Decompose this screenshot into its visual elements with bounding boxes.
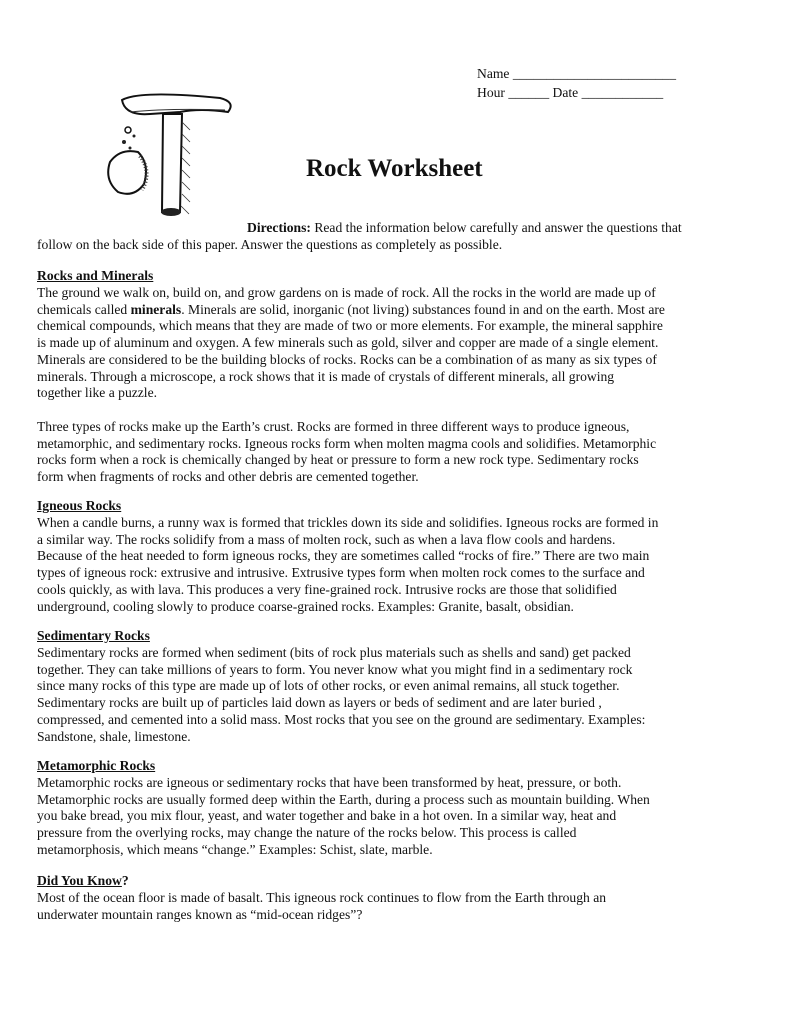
directions (37, 220, 682, 254)
text-line: pressure from the overlying rocks, may change the nature of the rocks below. This process is called (37, 825, 577, 840)
text-line: cools quickly, as with lava. This produces a very fine-grained rock. Intrusive rocks are those that solidified (37, 581, 617, 597)
section-igneous-rocks (37, 498, 658, 615)
text-line: metamorphic, and sedimentary rocks. Igneous rocks form when molten magma cools and solidifies. Metamorphic (37, 435, 657, 451)
text-line: minerals. Through a microscope, a rock shows that it is made of crystals of different minerals, all growing (37, 368, 615, 384)
directions-label: Directions: (247, 220, 311, 235)
section-did-you-know (37, 873, 606, 923)
section-heading: Igneous Rocks (37, 498, 122, 513)
bold-term: minerals (130, 301, 182, 317)
text-line: The ground we walk on, build on, and grow gardens on is made of rock. All the rocks in the world are made up of (37, 284, 656, 300)
text-line: rocks form when a rock is chemically changed by heat or pressure to form a new rock type. Sedimentary rocks (37, 452, 639, 468)
text-line: compressed, and cemented into a solid mass. Most rocks that you see on the ground are sedimentary. Examples: (37, 711, 646, 727)
name-field[interactable] (477, 64, 676, 83)
section-metamorphic-rocks (37, 758, 650, 859)
text-line: Because of the heat needed to form igneous rocks, they are sometimes called “rocks of fire.” There are two main (37, 548, 650, 564)
date-label: Date (552, 85, 579, 100)
text-line: is made up of aluminum and oxygen. A few minerals such as gold, silver and copper are made of a single element. (37, 335, 659, 350)
name-blank[interactable]: ________________________ (512, 66, 676, 81)
section-heading: Metamorphic Rocks (37, 758, 156, 773)
text-line: Metamorphic rocks are igneous or sedimentary rocks that have been transformed by heat, pressure, or both. (37, 774, 622, 790)
text-line: Most of the ocean floor is made of basalt. This igneous rock continues to flow from the Earth through an (37, 889, 607, 905)
hour-blank[interactable]: ______ (508, 85, 550, 100)
directions-text: Read the information below carefully and answer the questions that (310, 220, 682, 235)
section-heading: Did You Know (37, 873, 122, 888)
text-line: Metamorphic rocks are usually formed deep within the Earth, during a process such as mountain building. When (37, 791, 650, 807)
text-fragment: . Minerals are solid, inorganic (not living) substances found in and on the earth. Most are (181, 301, 665, 317)
section-heading: Sedimentary Rocks (37, 628, 150, 643)
text-line: underground, cooling slowly to produce coarse-grained rocks. Examples: Granite, basalt, obsidian. (37, 598, 574, 614)
section-rocks-and-minerals (37, 268, 665, 486)
text-line: Sandstone, shale, limestone. (37, 728, 191, 744)
text-line: Three types of rocks make up the Earth’s crust. Rocks are formed in three different ways to produce igneous, (37, 418, 630, 434)
text-line: you bake bread, you mix flour, yeast, and water together and bake in a hot oven. In a similar way, heat and (37, 808, 617, 824)
text-fragment: chemicals called (37, 301, 131, 317)
text-line: chemical compounds, which means that they are made of two or more elements. For example, the mineral sapphire (37, 318, 663, 334)
text-line: a similar way. The rocks solidify from a mass of molten rock, such as when a lava flow cools and hardens. (37, 531, 616, 547)
text-line: When a candle burns, a runny wax is formed that trickles down its side and solidifies. Igneous rocks are formed in (37, 514, 659, 530)
section-sedimentary-rocks (37, 628, 645, 745)
heading-suffix: ? (121, 873, 129, 888)
text-line: underwater mountain ranges known as “mid-ocean ridges”? (37, 906, 363, 922)
student-info-fields (477, 64, 676, 102)
section-heading: Rocks and Minerals (37, 268, 154, 283)
date-blank[interactable]: ____________ (581, 85, 664, 100)
text-line: metamorphosis, which means “change.” Examples: Schist, slate, marble. (37, 841, 433, 857)
rock-hammer-illustration (100, 72, 250, 222)
text-line: Sedimentary rocks are formed when sediment (bits of rock plus materials such as shells and sand) get packed (37, 644, 631, 660)
text-line: Minerals are considered to be the building blocks of rocks. Rocks can be a combination of as many as six types of (37, 351, 657, 367)
page-title: Rock Worksheet (306, 155, 483, 182)
hour-date-field[interactable] (477, 83, 676, 102)
text-line: Sedimentary rocks are built up of particles laid down as layers or beds of sediment and are later buried , (37, 695, 602, 710)
text-line: form when fragments of rocks and other debris are cemented together. (37, 469, 419, 484)
text-line: types of igneous rock: extrusive and intrusive. Extrusive types form when molten rock comes to the surface and (37, 565, 645, 580)
text-line: together like a puzzle. (37, 385, 158, 401)
text-line (37, 302, 665, 319)
name-label: Name (477, 66, 510, 81)
text-line: together. They can take millions of years to form. You never know what you might find in a sedimentary rock (37, 661, 633, 677)
directions-text-2: follow on the back side of this paper. Answer the questions as completely as possible. (37, 236, 503, 252)
hour-label: Hour (477, 85, 505, 100)
text-line: since many rocks of this type are made up of lots of other rocks, or even animal remains, all stuck together. (37, 678, 620, 694)
